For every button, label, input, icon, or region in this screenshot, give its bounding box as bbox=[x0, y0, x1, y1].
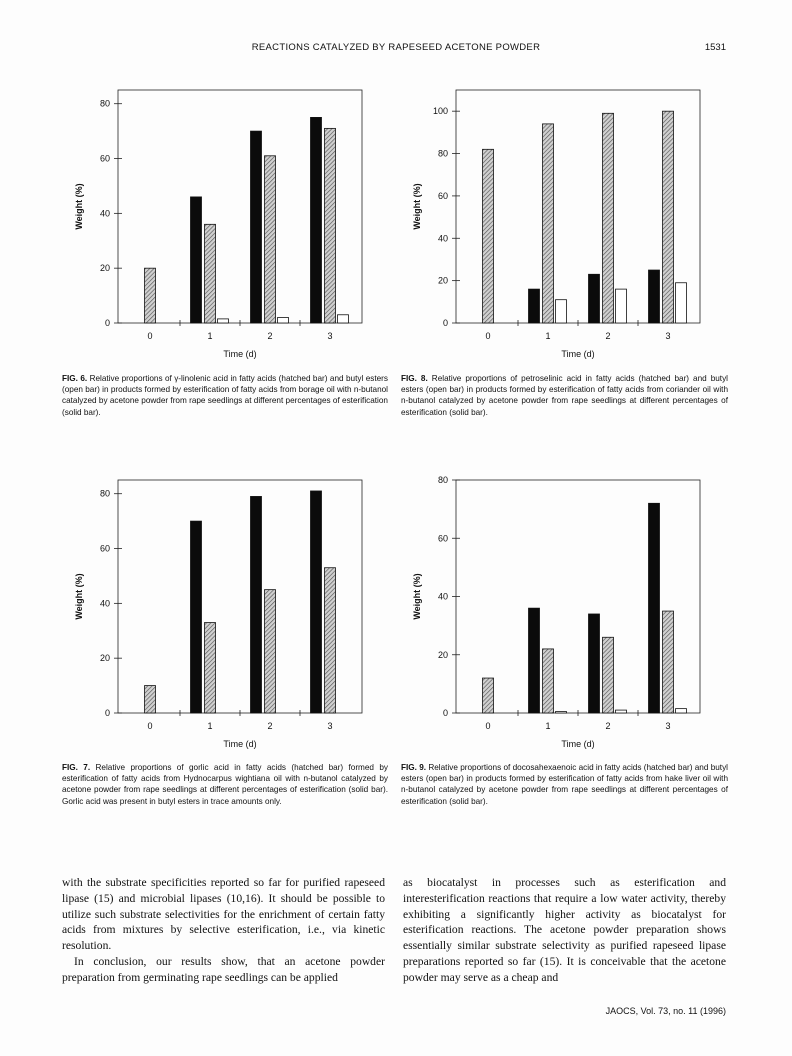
fig7-caption bbox=[62, 762, 388, 807]
body-paragraph: as biocatalyst in processes such as esterification and interesterification reactions that require a low water activity, thereby exhibiting a significantly higher activity as biocatalyst for esterification reactions. The acetone powder preparation shows essentially similar substrate selectivity as purified rapeseed lipase preparations reported so far (15). It is conceivable that the acetone powder may serve as a cheap and bbox=[403, 876, 726, 984]
x-tick-label: 1 bbox=[207, 331, 213, 341]
fig9-bar-hatched-0 bbox=[483, 678, 494, 713]
y-tick-label: 20 bbox=[99, 653, 110, 664]
fig7-caption-label: FIG. 7. bbox=[62, 763, 91, 772]
fig6-bar-hatched-3 bbox=[325, 128, 336, 323]
fig7-bar-solid-3 bbox=[311, 491, 322, 713]
fig8-bar-solid-3 bbox=[649, 270, 660, 323]
fig8-chart bbox=[398, 82, 718, 372]
y-axis-label: Weight (%) bbox=[412, 183, 422, 230]
fig6-caption-label: FIG. 6. bbox=[62, 374, 88, 383]
y-tick-label: 0 bbox=[442, 708, 448, 718]
fig6-bar-open-2 bbox=[278, 318, 289, 323]
fig8-bar-hatched-3 bbox=[663, 111, 674, 323]
fig7-bar-hatched-0 bbox=[145, 686, 156, 713]
fig6-bar-solid-2 bbox=[251, 131, 262, 323]
y-tick-label: 80 bbox=[99, 98, 110, 109]
journal-footer: JAOCS, Vol. 73, no. 11 (1996) bbox=[605, 1006, 726, 1016]
x-axis-label: Time (d) bbox=[561, 349, 595, 359]
y-tick-label: 0 bbox=[104, 708, 110, 718]
x-tick-label: 2 bbox=[267, 721, 273, 731]
fig9-caption-label: FIG. 9. bbox=[401, 763, 427, 772]
fig9-bar-open-3 bbox=[676, 709, 687, 713]
fig7-bar-solid-2 bbox=[251, 496, 262, 713]
fig6-caption bbox=[62, 373, 388, 418]
fig6-bar-open-1 bbox=[218, 319, 229, 323]
x-tick-label: 1 bbox=[545, 331, 551, 341]
fig7-bar-hatched-2 bbox=[265, 590, 276, 713]
body-paragraph: In conclusion, our results show, that an acetone powder preparation from germinating rape seedlings can be applied bbox=[62, 954, 385, 984]
fig9-bar-solid-3 bbox=[649, 503, 660, 713]
x-tick-label: 2 bbox=[267, 331, 273, 341]
y-tick-label: 60 bbox=[99, 543, 110, 554]
y-axis-label: Weight (%) bbox=[412, 573, 422, 620]
fig9-caption-text: Relative proportions of docosahexaenoic acid in fatty acids (hatched bar) and butyl esters (open bar) in products formed by esterification of fatty acids from hake liver oil with n-butanol catalyzed by acetone powder from rape seedlings at different percentages of esterification (solid bar). bbox=[401, 763, 728, 806]
page-number: 1531 bbox=[704, 42, 726, 53]
x-tick-label: 1 bbox=[545, 721, 551, 731]
x-tick-label: 0 bbox=[485, 331, 491, 341]
fig8-bar-open-1 bbox=[556, 300, 567, 323]
y-tick-label: 20 bbox=[99, 263, 110, 274]
x-axis-label: Time (d) bbox=[223, 349, 257, 359]
y-tick-label: 60 bbox=[437, 190, 448, 201]
fig6-bar-solid-1 bbox=[191, 197, 202, 323]
running-title: REACTIONS CATALYZED BY RAPESEED ACETONE POWDER bbox=[251, 42, 541, 53]
fig8-bar-solid-2 bbox=[589, 274, 600, 323]
fig7-bar-hatched-1 bbox=[205, 623, 216, 713]
y-tick-label: 0 bbox=[442, 318, 448, 328]
fig8-bar-hatched-1 bbox=[543, 124, 554, 323]
x-tick-label: 0 bbox=[485, 721, 491, 731]
fig8-caption bbox=[401, 373, 728, 418]
fig7-chart bbox=[60, 472, 380, 762]
y-tick-label: 60 bbox=[99, 153, 110, 164]
x-tick-label: 0 bbox=[147, 331, 153, 341]
fig9-caption bbox=[401, 762, 728, 807]
fig8-bar-hatched-0 bbox=[483, 149, 494, 323]
body-right-column bbox=[403, 875, 726, 986]
y-tick-label: 40 bbox=[437, 233, 448, 244]
x-tick-label: 3 bbox=[665, 721, 671, 731]
fig6-chart bbox=[60, 82, 380, 372]
fig9-bar-hatched-2 bbox=[603, 637, 614, 713]
x-tick-label: 3 bbox=[327, 331, 333, 341]
y-tick-label: 40 bbox=[99, 208, 110, 219]
fig7-bar-solid-1 bbox=[191, 521, 202, 713]
y-tick-label: 20 bbox=[437, 649, 448, 660]
fig9-bar-solid-2 bbox=[589, 614, 600, 713]
fig9-bar-open-2 bbox=[616, 710, 627, 713]
x-tick-label: 2 bbox=[605, 721, 611, 731]
fig8-bar-hatched-2 bbox=[603, 113, 614, 323]
y-tick-label: 40 bbox=[437, 591, 448, 602]
y-tick-label: 20 bbox=[437, 275, 448, 286]
fig9-bar-solid-1 bbox=[529, 608, 540, 713]
fig9-bar-open-1 bbox=[556, 712, 567, 713]
x-tick-label: 0 bbox=[147, 721, 153, 731]
y-tick-label: 100 bbox=[432, 106, 448, 117]
fig9-chart bbox=[398, 472, 718, 762]
x-axis-label: Time (d) bbox=[223, 739, 257, 749]
y-axis-label: Weight (%) bbox=[74, 183, 84, 230]
y-axis-label: Weight (%) bbox=[74, 573, 84, 620]
x-tick-label: 1 bbox=[207, 721, 213, 731]
fig6-bar-solid-3 bbox=[311, 117, 322, 323]
fig8-caption-text: Relative proportions of petroselinic acid in fatty acids (hatched bar) and butyl esters (open bar) in products formed by esterification of fatty acids from coriander oil with n-butanol catalyzed by acetone powder from rape seedlings at different percentages of esterification (solid bar). bbox=[401, 374, 728, 417]
fig9-bar-hatched-3 bbox=[663, 611, 674, 713]
y-tick-label: 0 bbox=[104, 318, 110, 328]
fig6-bar-hatched-1 bbox=[205, 224, 216, 323]
fig8-bar-open-3 bbox=[676, 283, 687, 323]
fig6-caption-text: Relative proportions of γ-linolenic acid in fatty acids (hatched bar) and butyl esters (open bar) in products formed by esterification of fatty acids from borage oil with n-butanol catalyzed by acetone powder from rape seedlings at different percentages of esterification (solid bar). bbox=[62, 374, 388, 417]
fig8-bar-open-2 bbox=[616, 289, 627, 323]
y-tick-label: 60 bbox=[437, 533, 448, 544]
x-tick-label: 3 bbox=[665, 331, 671, 341]
fig7-bar-hatched-3 bbox=[325, 568, 336, 713]
y-tick-label: 40 bbox=[99, 598, 110, 609]
body-left-column bbox=[62, 875, 385, 986]
x-tick-label: 3 bbox=[327, 721, 333, 731]
x-axis-label: Time (d) bbox=[561, 739, 595, 749]
fig8-bar-solid-1 bbox=[529, 289, 540, 323]
y-tick-label: 80 bbox=[437, 148, 448, 159]
x-tick-label: 2 bbox=[605, 331, 611, 341]
fig7-caption-text: Relative proportions of gorlic acid in fatty acids (hatched bar) formed by esterification of fatty acids from Hydnocarpus wightiana oil with n-butanol catalyzed by acetone powder from rape seedlings at different percentages of esterification (solid bar). Gorlic acid was present in butyl esters in trace amounts only. bbox=[62, 763, 388, 806]
fig6-bar-hatched-2 bbox=[265, 156, 276, 323]
fig9-bar-hatched-1 bbox=[543, 649, 554, 713]
fig6-bar-open-3 bbox=[338, 315, 349, 323]
fig6-bar-hatched-0 bbox=[145, 268, 156, 323]
body-paragraph: with the substrate specificities reported so far for purified rapeseed lipase (15) and microbial lipases (10,16). It should be possible to utilize such substrate selectivities for the enrichment of certain fatty acids from mixtures by selective esterification, i.e., via kinetic resolution. bbox=[62, 876, 385, 953]
y-tick-label: 80 bbox=[437, 475, 448, 485]
fig8-caption-label: FIG. 8. bbox=[401, 374, 428, 383]
y-tick-label: 80 bbox=[99, 488, 110, 499]
